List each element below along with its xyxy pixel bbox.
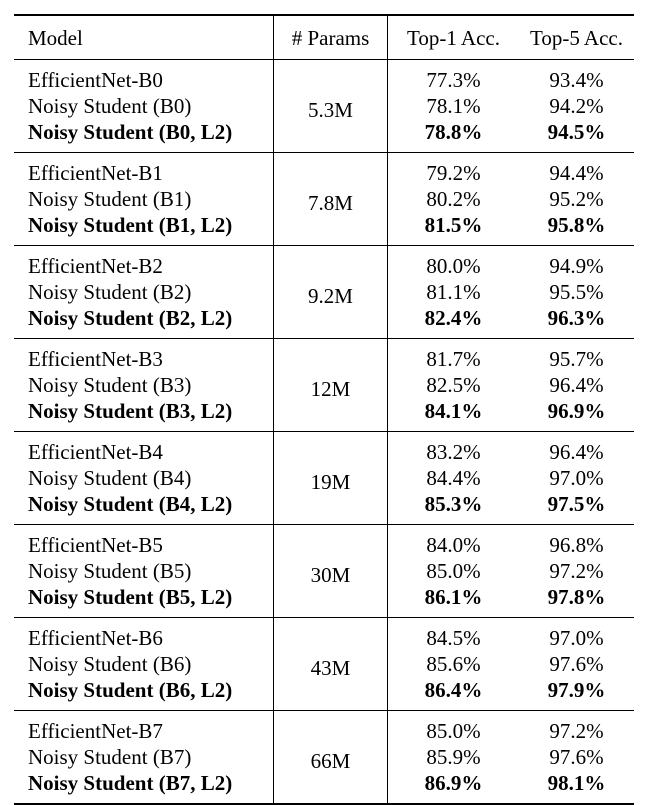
top5-cell: 97.2% xyxy=(549,719,604,743)
model-name-cell: Noisy Student (B5) xyxy=(28,559,192,583)
top1-cell: 84.5% xyxy=(426,626,481,650)
top1-cell: 85.3% xyxy=(424,492,483,516)
header-params: # Params xyxy=(274,15,388,60)
params-cell: 9.2M xyxy=(274,246,388,339)
table-header xyxy=(14,15,634,60)
table-row xyxy=(14,60,634,94)
model-name-cell: Noisy Student (B3, L2) xyxy=(28,399,233,423)
top1-cell: 82.5% xyxy=(426,373,481,397)
model-name-cell: EfficientNet-B5 xyxy=(28,533,163,557)
top5-cell: 96.4% xyxy=(549,440,604,464)
top5-cell: 97.2% xyxy=(549,559,604,583)
table-row xyxy=(14,339,634,373)
model-name-cell: EfficientNet-B4 xyxy=(28,440,163,464)
top5-cell: 97.6% xyxy=(549,652,604,676)
model-name-cell: Noisy Student (B7) xyxy=(28,745,192,769)
top5-cell: 96.8% xyxy=(549,533,604,557)
header-row xyxy=(14,15,634,60)
model-name-cell: Noisy Student (B3) xyxy=(28,373,192,397)
top5-cell: 97.0% xyxy=(549,626,604,650)
top1-cell: 85.6% xyxy=(426,652,481,676)
table-row xyxy=(14,525,634,559)
model-name-cell: Noisy Student (B6) xyxy=(28,652,192,676)
top5-cell: 97.5% xyxy=(547,492,606,516)
model-group xyxy=(14,60,634,153)
model-name-cell: EfficientNet-B7 xyxy=(28,719,163,743)
top5-cell: 95.2% xyxy=(549,187,604,211)
top1-cell: 80.0% xyxy=(426,254,481,278)
model-group xyxy=(14,153,634,246)
table-row xyxy=(14,618,634,652)
params-cell: 66M xyxy=(274,711,388,805)
top1-cell: 84.0% xyxy=(426,533,481,557)
table-row xyxy=(14,711,634,745)
top1-cell: 86.4% xyxy=(424,678,483,702)
top5-cell: 97.8% xyxy=(547,585,606,609)
top1-cell: 86.1% xyxy=(424,585,483,609)
model-group xyxy=(14,246,634,339)
model-name-cell: Noisy Student (B4, L2) xyxy=(28,492,233,516)
model-name-cell: EfficientNet-B1 xyxy=(28,161,163,185)
top5-cell: 94.4% xyxy=(549,161,604,185)
top1-cell: 84.1% xyxy=(424,399,483,423)
top5-cell: 95.5% xyxy=(549,280,604,304)
model-name-cell: EfficientNet-B0 xyxy=(28,68,163,92)
model-name-cell: Noisy Student (B2, L2) xyxy=(28,306,233,330)
model-group xyxy=(14,618,634,711)
top1-cell: 85.9% xyxy=(426,745,481,769)
top1-cell: 82.4% xyxy=(424,306,483,330)
model-name-cell: Noisy Student (B6, L2) xyxy=(28,678,233,702)
params-cell: 19M xyxy=(274,432,388,525)
top1-cell: 84.4% xyxy=(426,466,481,490)
table-row xyxy=(14,432,634,466)
top1-cell: 79.2% xyxy=(426,161,481,185)
table-row xyxy=(14,153,634,187)
top1-cell: 85.0% xyxy=(426,719,481,743)
table-row xyxy=(14,246,634,280)
top5-cell: 95.8% xyxy=(547,213,606,237)
model-name-cell: EfficientNet-B3 xyxy=(28,347,163,371)
model-group xyxy=(14,711,634,805)
model-name-cell: Noisy Student (B7, L2) xyxy=(28,771,233,795)
top5-cell: 96.4% xyxy=(549,373,604,397)
model-name-cell: Noisy Student (B4) xyxy=(28,466,192,490)
top5-cell: 94.9% xyxy=(549,254,604,278)
model-name-cell: Noisy Student (B0) xyxy=(28,94,192,118)
params-cell: 30M xyxy=(274,525,388,618)
params-cell: 7.8M xyxy=(274,153,388,246)
top5-cell: 94.5% xyxy=(547,120,606,144)
params-cell: 43M xyxy=(274,618,388,711)
top5-cell: 96.3% xyxy=(547,306,606,330)
top5-cell: 93.4% xyxy=(549,68,604,92)
model-group xyxy=(14,432,634,525)
model-name-cell: Noisy Student (B1) xyxy=(28,187,192,211)
top1-cell: 78.8% xyxy=(424,120,483,144)
top1-cell: 85.0% xyxy=(426,559,481,583)
top5-cell: 97.6% xyxy=(549,745,604,769)
header-model: Model xyxy=(28,25,83,50)
model-name-cell: Noisy Student (B2) xyxy=(28,280,192,304)
top1-cell: 83.2% xyxy=(426,440,481,464)
model-group xyxy=(14,525,634,618)
model-group xyxy=(14,339,634,432)
top5-cell: 94.2% xyxy=(549,94,604,118)
top5-cell: 97.0% xyxy=(549,466,604,490)
header-top5: Top-5 Acc. xyxy=(529,25,623,50)
top5-cell: 98.1% xyxy=(547,771,606,795)
results-table xyxy=(14,14,634,805)
top1-cell: 80.2% xyxy=(426,187,481,211)
params-cell: 12M xyxy=(274,339,388,432)
top5-cell: 95.7% xyxy=(549,347,604,371)
top1-cell: 78.1% xyxy=(426,94,481,118)
top1-cell: 81.5% xyxy=(424,213,483,237)
model-name-cell: Noisy Student (B5, L2) xyxy=(28,585,233,609)
top1-cell: 81.1% xyxy=(426,280,481,304)
model-name-cell: EfficientNet-B6 xyxy=(28,626,163,650)
model-name-cell: EfficientNet-B2 xyxy=(28,254,163,278)
top1-cell: 86.9% xyxy=(424,771,483,795)
params-cell: 5.3M xyxy=(274,60,388,153)
top1-cell: 77.3% xyxy=(426,68,481,92)
top5-cell: 96.9% xyxy=(547,399,606,423)
header-top1: Top-1 Acc. xyxy=(406,25,500,50)
model-name-cell: Noisy Student (B1, L2) xyxy=(28,213,233,237)
model-name-cell: Noisy Student (B0, L2) xyxy=(28,120,233,144)
top1-cell: 81.7% xyxy=(426,347,481,371)
top5-cell: 97.9% xyxy=(547,678,606,702)
